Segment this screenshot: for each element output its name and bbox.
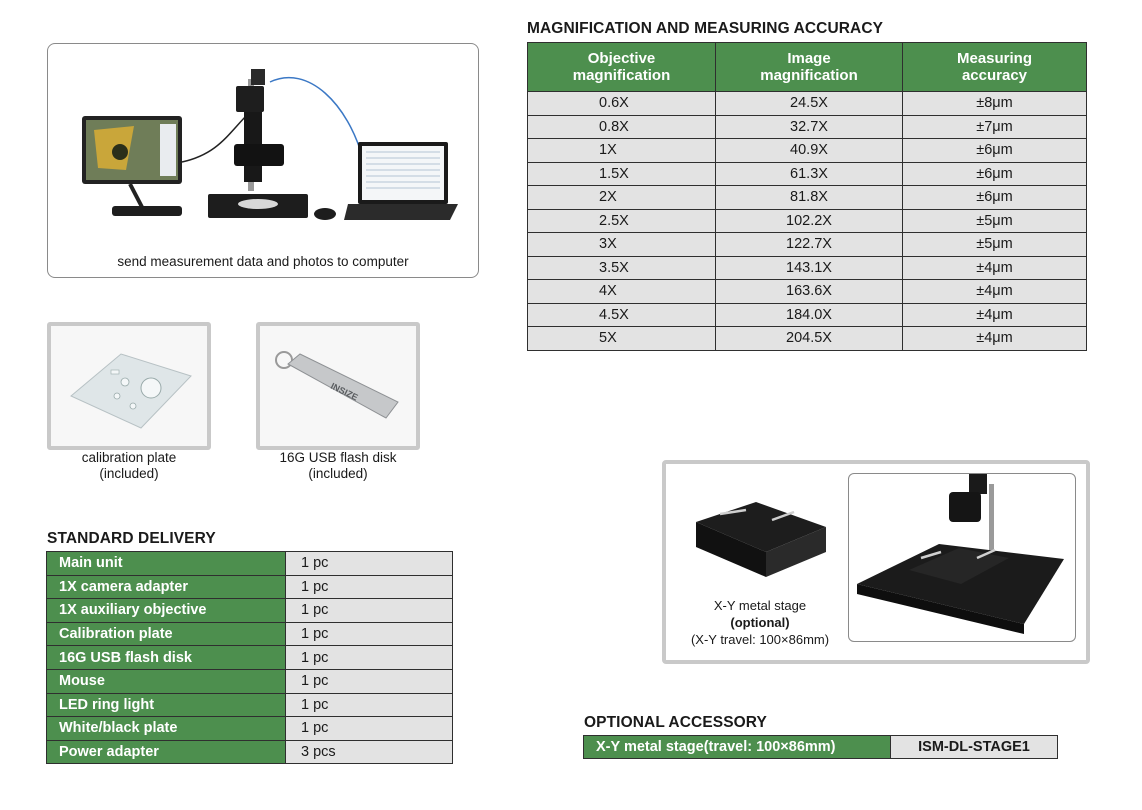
optional-item: X-Y metal stage(travel: 100×86mm) (584, 736, 891, 759)
header-image: Image magnification (716, 43, 903, 92)
mouse-icon (314, 208, 336, 220)
table-row: Mouse 1 pc (47, 669, 453, 693)
table-row: LED ring light 1 pc (47, 693, 453, 717)
table-row: 2X 81.8X ±6μm (528, 186, 1087, 210)
header-objective: Objective magnification (528, 43, 716, 92)
table-row (584, 736, 1058, 759)
optional-code: ISM-DL-STAGE1 (891, 736, 1058, 759)
hero-caption: send measurement data and photos to computer (117, 254, 409, 269)
monitor-icon (82, 116, 182, 216)
table-row: 2.5X 102.2X ±5μm (528, 209, 1087, 233)
system-photo-card (47, 43, 479, 278)
optional-title: OPTIONAL ACCESSORY (584, 714, 767, 731)
table-row: Power adapter 3 pcs (47, 740, 453, 764)
microscope-icon (208, 69, 308, 218)
accuracy-title: MAGNIFICATION AND MEASURING ACCURACY (527, 20, 884, 37)
table-row: 4X 163.6X ±4μm (528, 280, 1087, 304)
microscope-system-illustration (48, 44, 478, 249)
optional-table (583, 735, 1058, 759)
table-row: 0.8X 32.7X ±7μm (528, 115, 1087, 139)
delivery-title: STANDARD DELIVERY (47, 530, 216, 547)
table-row: 1X camera adapter 1 pc (47, 575, 453, 599)
accuracy-table (527, 42, 1087, 351)
table-row: 1X auxiliary objective 1 pc (47, 599, 453, 623)
calibration-plate-photo (47, 322, 211, 450)
table-row: Calibration plate 1 pc (47, 622, 453, 646)
usb-flash-disk-photo (256, 322, 420, 450)
usb-brand-logo: INSIZE (329, 380, 360, 403)
usb-flash-disk-caption: 16G USB flash disk (included) (279, 450, 397, 481)
table-row: 1.5X 61.3X ±6μm (528, 162, 1087, 186)
laptop-icon (344, 142, 458, 220)
table-header-row (528, 43, 1087, 92)
xy-stage-mounted-photo (848, 473, 1076, 642)
table-row: 0.6X 24.5X ±8μm (528, 92, 1087, 116)
xy-stage-card (662, 460, 1090, 664)
table-row: White/black plate 1 pc (47, 717, 453, 741)
xy-stage-caption: X-Y metal stage (optional) (X-Y travel: 100×86mm) (690, 598, 830, 647)
table-row: 3X 122.7X ±5μm (528, 233, 1087, 257)
xy-stage-photo (686, 492, 836, 592)
delivery-table (46, 551, 453, 764)
calibration-plate-caption: calibration plate (included) (81, 450, 177, 481)
table-row: Main unit 1 pc (47, 552, 453, 576)
table-row: 1X 40.9X ±6μm (528, 139, 1087, 163)
table-row: 5X 204.5X ±4μm (528, 327, 1087, 351)
table-row: 4.5X 184.0X ±4μm (528, 303, 1087, 327)
table-row: 16G USB flash disk 1 pc (47, 646, 453, 670)
header-accuracy: Measuring accuracy (903, 43, 1087, 92)
table-row: 3.5X 143.1X ±4μm (528, 256, 1087, 280)
